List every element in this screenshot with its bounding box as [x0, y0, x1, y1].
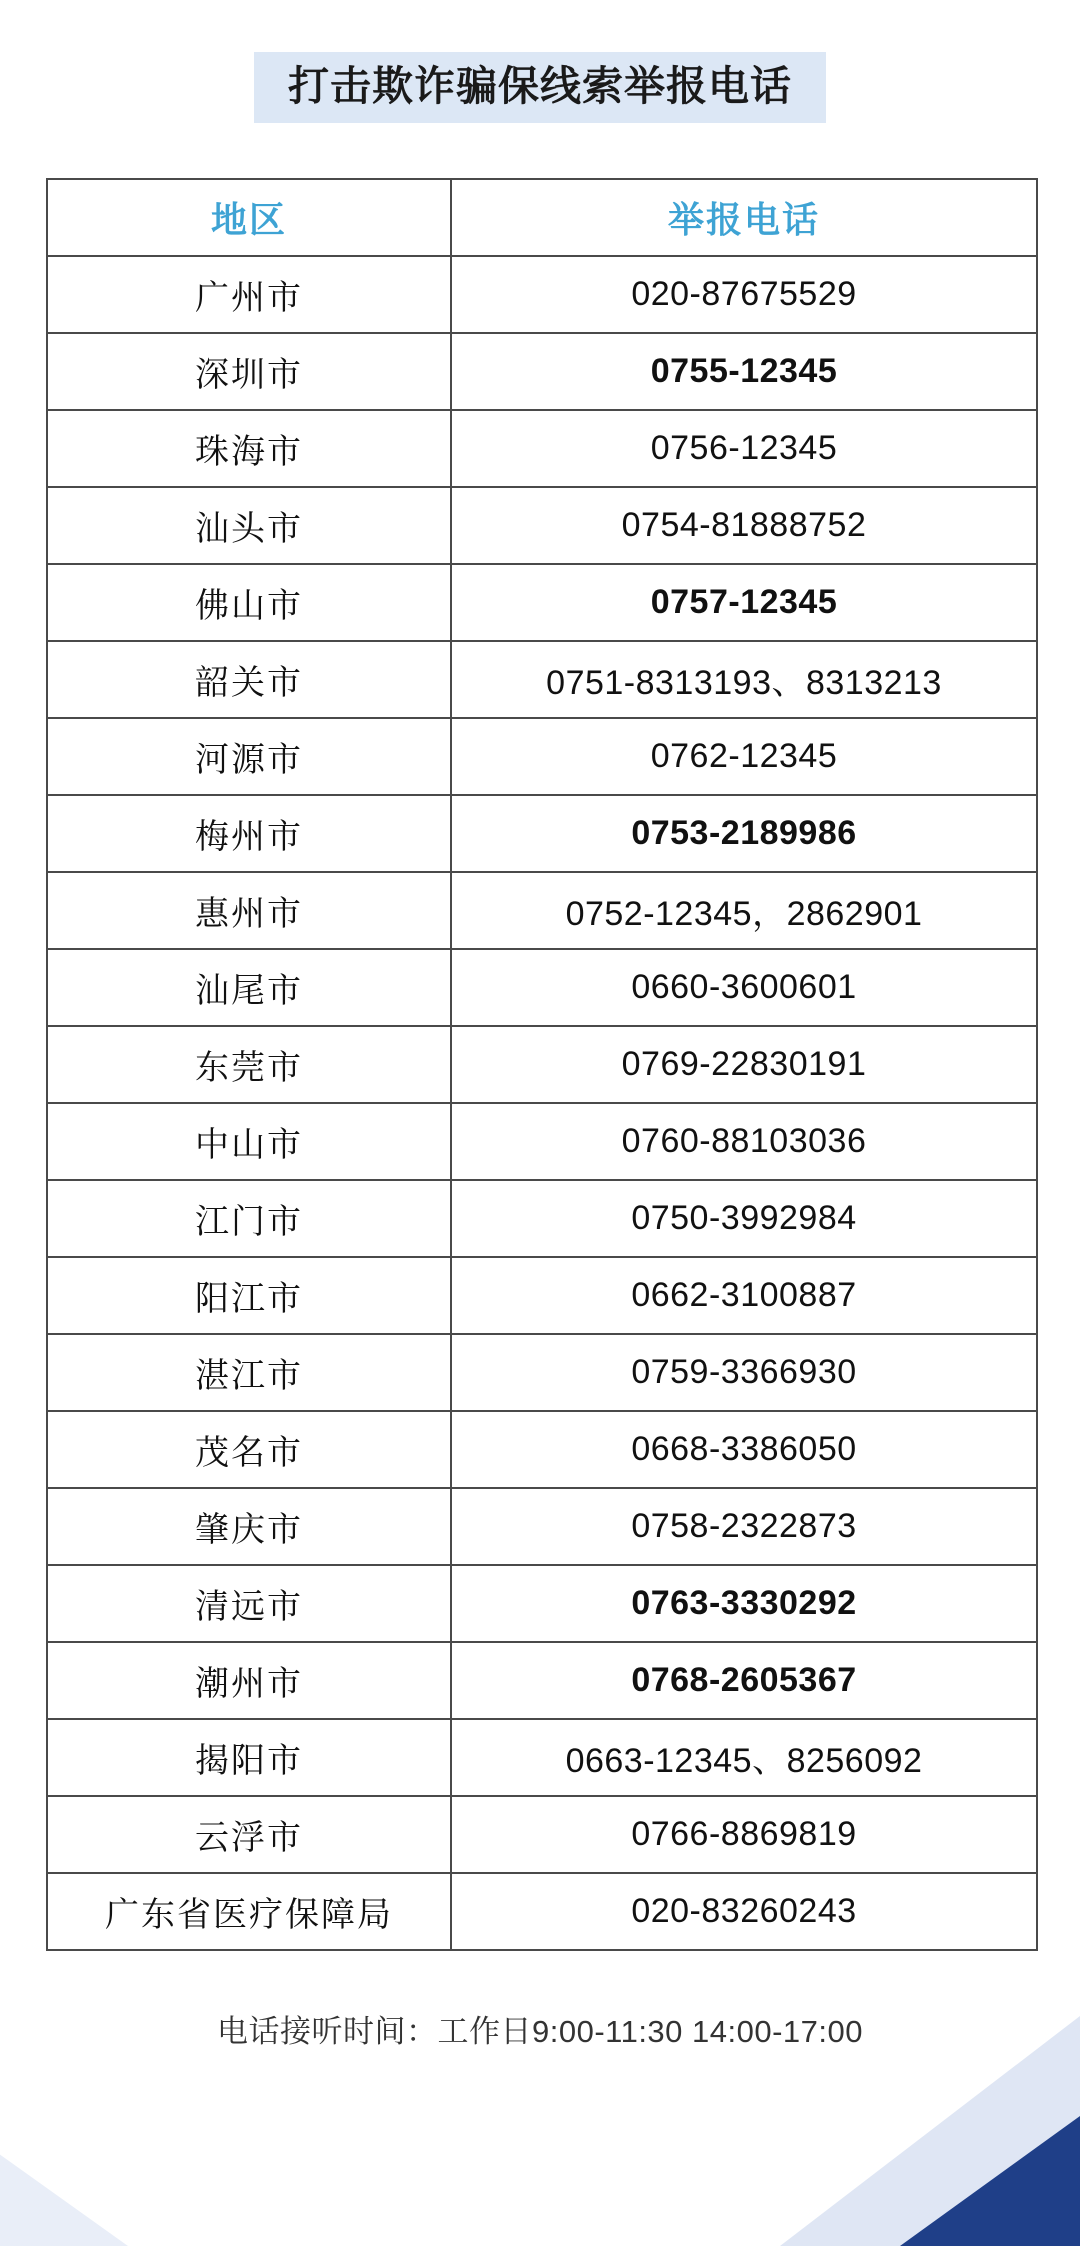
cell-region: 潮州市	[47, 1642, 451, 1719]
table-row	[47, 1565, 1037, 1642]
hotline-table-wrapper	[46, 178, 1036, 1951]
decoration-triangle-dark	[900, 2116, 1080, 2246]
title-area	[0, 52, 1080, 123]
cell-phone[interactable]: 0751-8313193、8313213	[451, 641, 1037, 718]
cell-region: 汕头市	[47, 487, 451, 564]
cell-region: 肇庆市	[47, 1488, 451, 1565]
cell-phone[interactable]: 0757-12345	[451, 564, 1037, 641]
cell-region: 湛江市	[47, 1334, 451, 1411]
cell-region: 揭阳市	[47, 1719, 451, 1796]
hotline-table	[46, 178, 1038, 1951]
cell-region: 珠海市	[47, 410, 451, 487]
table-row	[47, 1488, 1037, 1565]
table-row	[47, 1026, 1037, 1103]
cell-phone[interactable]: 0758-2322873	[451, 1488, 1037, 1565]
table-row	[47, 564, 1037, 641]
table-row	[47, 795, 1037, 872]
cell-region: 佛山市	[47, 564, 451, 641]
cell-region: 惠州市	[47, 872, 451, 949]
table-row	[47, 1334, 1037, 1411]
cell-phone[interactable]: 020-87675529	[451, 256, 1037, 333]
page-title: 打击欺诈骗保线索举报电话	[288, 63, 792, 109]
cell-region: 云浮市	[47, 1796, 451, 1873]
cell-region: 汕尾市	[47, 949, 451, 1026]
cell-phone[interactable]: 0766-8869819	[451, 1796, 1037, 1873]
table-row	[47, 1411, 1037, 1488]
cell-region: 中山市	[47, 1103, 451, 1180]
cell-phone[interactable]: 0668-3386050	[451, 1411, 1037, 1488]
cell-region: 茂名市	[47, 1411, 451, 1488]
cell-phone[interactable]: 0762-12345	[451, 718, 1037, 795]
cell-phone[interactable]: 0750-3992984	[451, 1180, 1037, 1257]
cell-phone[interactable]: 020-83260243	[451, 1873, 1037, 1950]
column-header-region: 地区	[47, 179, 451, 256]
cell-phone[interactable]: 0754-81888752	[451, 487, 1037, 564]
cell-phone[interactable]: 0752-12345，2862901	[451, 872, 1037, 949]
table-row	[47, 1873, 1037, 1950]
cell-phone[interactable]: 0763-3330292	[451, 1565, 1037, 1642]
table-row	[47, 1103, 1037, 1180]
cell-phone[interactable]: 0662-3100887	[451, 1257, 1037, 1334]
cell-region: 清远市	[47, 1565, 451, 1642]
cell-phone[interactable]: 0660-3600601	[451, 949, 1037, 1026]
table-row	[47, 1257, 1037, 1334]
cell-phone[interactable]: 0756-12345	[451, 410, 1037, 487]
decoration-triangle-light	[0, 2126, 170, 2246]
cell-region: 东莞市	[47, 1026, 451, 1103]
table-row	[47, 487, 1037, 564]
cell-region: 河源市	[47, 718, 451, 795]
column-header-phone: 举报电话	[451, 179, 1037, 256]
cell-phone[interactable]: 0760-88103036	[451, 1103, 1037, 1180]
table-row	[47, 1642, 1037, 1719]
cell-phone[interactable]: 0663-12345、8256092	[451, 1719, 1037, 1796]
table-row	[47, 1180, 1037, 1257]
decoration-bottom-left	[0, 2056, 240, 2246]
cell-phone[interactable]: 0755-12345	[451, 333, 1037, 410]
cell-phone[interactable]: 0768-2605367	[451, 1642, 1037, 1719]
cell-region: 阳江市	[47, 1257, 451, 1334]
table-row	[47, 949, 1037, 1026]
cell-region: 梅州市	[47, 795, 451, 872]
cell-region: 韶关市	[47, 641, 451, 718]
cell-phone[interactable]: 0769-22830191	[451, 1026, 1037, 1103]
table-row	[47, 333, 1037, 410]
cell-region: 深圳市	[47, 333, 451, 410]
cell-phone[interactable]: 0759-3366930	[451, 1334, 1037, 1411]
cell-region: 江门市	[47, 1180, 451, 1257]
table-row	[47, 872, 1037, 949]
table-body	[47, 256, 1037, 1950]
table-row	[47, 410, 1037, 487]
table-row	[47, 718, 1037, 795]
table-head	[47, 179, 1037, 256]
table-row	[47, 641, 1037, 718]
table-header-row	[47, 179, 1037, 256]
table-row	[47, 256, 1037, 333]
table-row	[47, 1719, 1037, 1796]
table-row	[47, 1796, 1037, 1873]
cell-region: 广州市	[47, 256, 451, 333]
cell-phone[interactable]: 0753-2189986	[451, 795, 1037, 872]
service-hours-note: 电话接听时间：工作日9:00-11:30 14:00-17:00	[216, 2014, 864, 2049]
cell-region: 广东省医疗保障局	[47, 1873, 451, 1950]
title-band	[254, 52, 826, 123]
